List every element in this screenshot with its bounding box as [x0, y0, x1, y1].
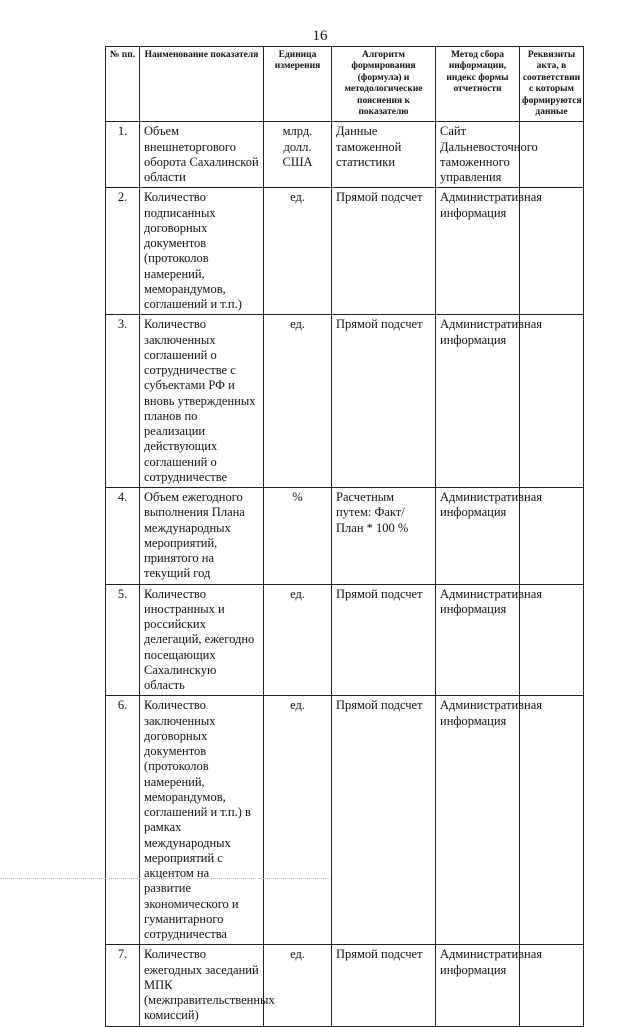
cell-num: 4.	[106, 488, 140, 585]
cell-num: 5.	[106, 584, 140, 696]
cell-method: Административная информация	[436, 584, 520, 696]
cell-requisites	[520, 945, 584, 1026]
header-num: № пп.	[106, 47, 140, 122]
header-method: Метод сбора информации, индекс формы отчетности	[436, 47, 520, 122]
cell-algorithm: Прямой подсчет	[332, 696, 436, 945]
cell-method: Административная информация	[436, 315, 520, 488]
cell-algorithm: Данные таможенной статистики	[332, 122, 436, 188]
cell-unit: млрд. долл. США	[264, 122, 332, 188]
cell-method: Административная информация	[436, 696, 520, 945]
table-row	[106, 188, 584, 315]
indicators-table	[105, 46, 584, 1027]
cell-algorithm: Прямой подсчет	[332, 945, 436, 1026]
cell-name: Количество заключенных соглашений о сотрудничестве с субъектами РФ и вновь утвержденных планов по реализации действующих соглашений о сотрудничестве	[140, 315, 264, 488]
header-name: Наименование показателя	[140, 47, 264, 122]
cell-requisites	[520, 122, 584, 188]
cell-requisites	[520, 188, 584, 315]
cell-num: 7.	[106, 945, 140, 1026]
cell-unit: %	[264, 488, 332, 585]
footer-dotted-line	[0, 878, 330, 879]
cell-num: 2.	[106, 188, 140, 315]
cell-algorithm: Прямой подсчет	[332, 188, 436, 315]
cell-name: Количество иностранных и российских делегаций, ежегодно посещающих Сахалинскую область	[140, 584, 264, 696]
cell-unit: ед.	[264, 584, 332, 696]
cell-algorithm: Расчетным путем: Факт/План * 100 %	[332, 488, 436, 585]
cell-name: Количество заключенных договорных документов (протоколов намерений, меморандумов, соглашений и т.п.) в рамках международных мероприятий с акцентом на развитие экономического и гуманитарного сотрудничества	[140, 696, 264, 945]
cell-method: Сайт Дальневосточного таможенного управления	[436, 122, 520, 188]
cell-unit: ед.	[264, 945, 332, 1026]
table-row	[106, 584, 584, 696]
cell-name: Количество ежегодных заседаний МПК (межправительственных комиссий)	[140, 945, 264, 1026]
cell-method: Административная информация	[436, 488, 520, 585]
table-row	[106, 315, 584, 488]
cell-name: Количество подписанных договорных документов (протоколов намерений, меморандумов, соглашений и т.п.)	[140, 188, 264, 315]
header-unit: Единица измерения	[264, 47, 332, 122]
cell-method: Административная информация	[436, 188, 520, 315]
table-header-row	[106, 47, 584, 122]
cell-num: 1.	[106, 122, 140, 188]
cell-requisites	[520, 315, 584, 488]
cell-name: Объем ежегодного выполнения Плана международных мероприятий, принятого на текущий год	[140, 488, 264, 585]
header-requisites: Реквизиты акта, в соответствии с которым формируются данные	[520, 47, 584, 122]
cell-algorithm: Прямой подсчет	[332, 584, 436, 696]
cell-method: Административная информация	[436, 945, 520, 1026]
cell-unit: ед.	[264, 315, 332, 488]
table-row	[106, 945, 584, 1026]
header-algorithm: Алгоритм формирования (формула) и методологические пояснения к показателю	[332, 47, 436, 122]
table-row	[106, 696, 584, 945]
table-row	[106, 122, 584, 188]
cell-requisites	[520, 696, 584, 945]
table-row	[106, 488, 584, 585]
cell-unit: ед.	[264, 188, 332, 315]
cell-num: 3.	[106, 315, 140, 488]
cell-algorithm: Прямой подсчет	[332, 315, 436, 488]
cell-num: 6.	[106, 696, 140, 945]
page-number: 16	[312, 28, 328, 44]
cell-unit: ед.	[264, 696, 332, 945]
cell-name: Объем внешнеторгового оборота Сахалинской области	[140, 122, 264, 188]
